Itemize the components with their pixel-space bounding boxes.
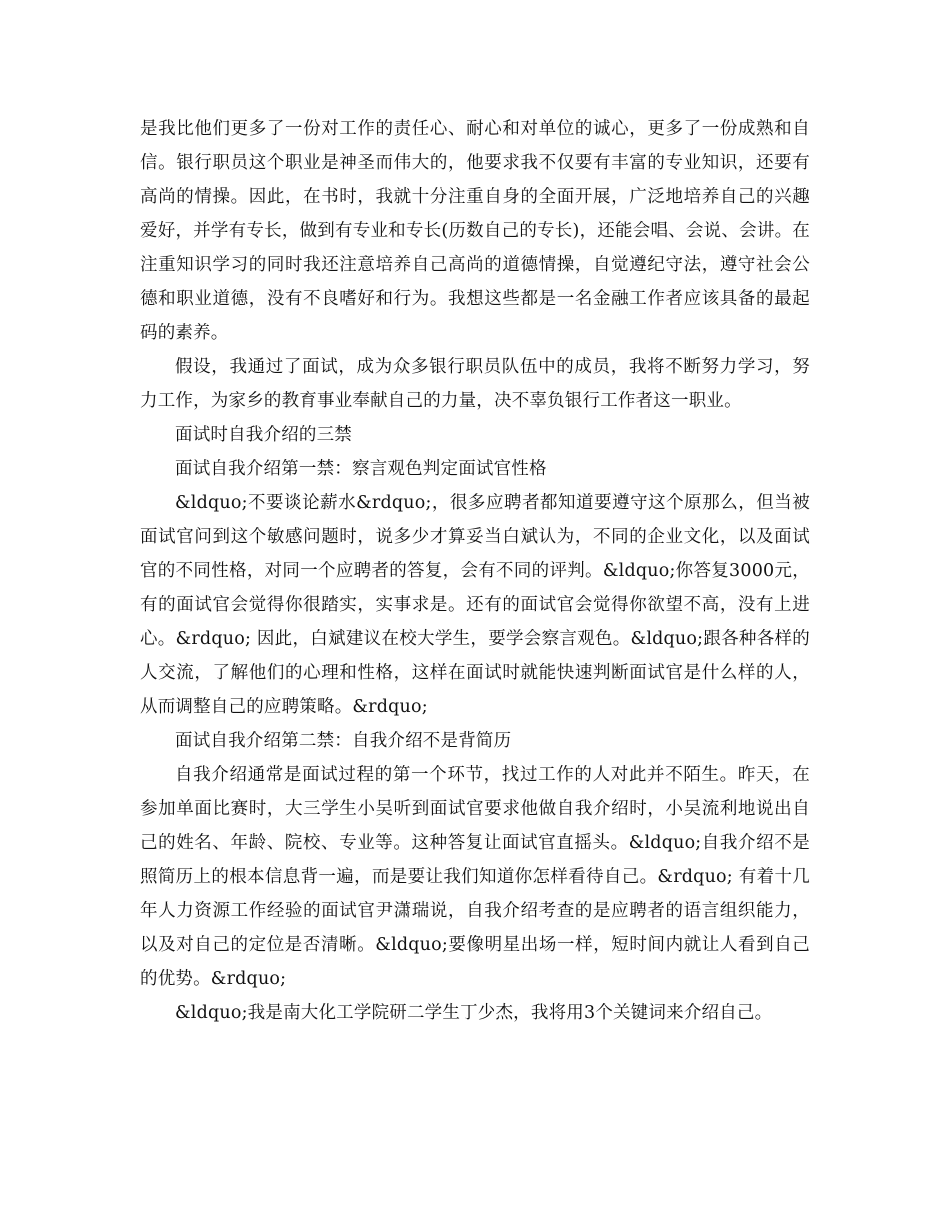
document-body [140,112,810,1030]
paragraph-commitment: 假设，我通过了面试，成为众多银行职员队伍中的成员，我将不断努力学习，努力工作，为家乡的教育事业奉献自己的力量，决不辜负银行工作者这一职业。 [140,357,810,411]
paragraph-continuation: 是我比他们更多了一份对工作的责任心、耐心和对单位的诚心，更多了一份成熟和自信。银行职员这个职业是神圣而伟大的，他要求我不仅要有丰富的专业知识，还要有高尚的情操。因此，在书时，我就十分注重自身的全面开展，广泛地培养自己的兴趣爱好，并学有专长，做到有专业和专长(历数自己的专长)，还能会唱、会说、会讲。在注重知识学习的同时我还注意培养自己高尚的道德情操，自觉遵纪守法，遵守社会公德和职业道德，没有不良嗜好和行为。我想这些都是一名金融工作者应该具备的最起码的素养。 [140,119,810,343]
section-heading-three-taboos: 面试时自我介绍的三禁 [175,425,352,445]
subheading-taboo-one: 面试自我介绍第一禁：察言观色判定面试官性格 [175,459,547,479]
paragraph-salary: &ldquo;不要谈论薪水&rdquo;，很多应聘者都知道要遵守这个原那么，但当被面试官问到这个敏感问题时，说多少才算妥当白斌认为，不同的企业文化，以及面试官的不同性格，对同一个应聘者的答复，会有不同的评判。&ldquo;你答复3000元，有的面试官会觉得你很踏实，实事求是。还有的面试官会觉得你欲望不高，没有上进心。&rdquo; 因此，白斌建议在校大学生，要学会察言观色。&ldquo;跟各种各样的人交流，了解他们的心理和性格，这样在面试时就能快速判断面试官是什么样的人，从而调整自己的应聘策略。&rdquo; [140,493,810,717]
paragraph-example-quote: &ldquo;我是南大化工学院研二学生丁少杰，我将用3个关键词来介绍自己。 [175,1003,773,1023]
paragraph-self-intro: 自我介绍通常是面试过程的第一个环节，找过工作的人对此并不陌生。昨天，在参加单面比赛时，大三学生小吴听到面试官要求他做自我介绍时，小吴流利地说出自己的姓名、年龄、院校、专业等。这种答复让面试官直摇头。&ldquo;自我介绍不是照简历上的根本信息背一遍，而是要让我们知道你怎样看待自己。&rdquo; 有着十几年人力资源工作经验的面试官尹潇瑞说，自我介绍考查的是应聘者的语言组织能力，以及对自己的定位是否清晰。&ldquo;要像明星出场一样，短时间内就让人看到自己的优势。&rdquo; [140,765,810,989]
subheading-taboo-two: 面试自我介绍第二禁：自我介绍不是背简历 [175,731,512,751]
